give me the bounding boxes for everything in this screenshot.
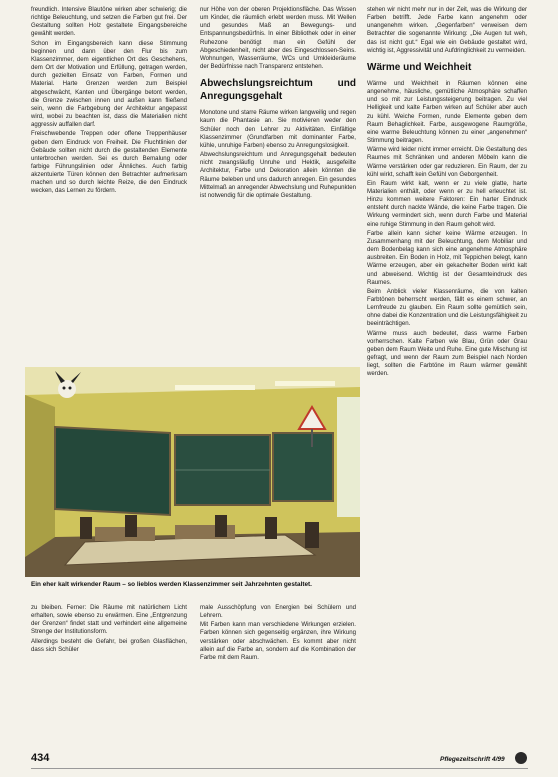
- paragraph: nur Höhe von der oberen Projektionsfläche. Das Wissen um Kinder, die räumlich erlebt werden muss. Mit Wellen und gesundes Maß an Bewegungs- und Entspannungsbedürfnis. In einer Bibliothek oder in einer Ruhezone benötigt man ein Gefühl der Abgeschiedenheit, nicht aber des Eingeschlossen-Seins. Wohnungen, Wasserräume, WCs und Umkleideräume der Bedürfnisse nach Transparenz entstehen.: [200, 6, 356, 71]
- text-column-left: [31, 6, 187, 364]
- text-column-right: [367, 6, 527, 756]
- text-column-middle: [200, 6, 356, 364]
- page-number: 434: [31, 752, 50, 764]
- classroom-photo: [25, 367, 360, 577]
- paragraph: stehen wir nicht mehr nur in der Zeit, was die Wirkung der Farben betrifft. Jede Farbe kann angenehm oder unangenehm wirken. „Gegenfarben“ verweisen dem Betrachter die sogenannte Wirkung: „Die Augen tut weh, das ist nicht gut.“ Egal wie ein Gebäude gestaltet wird, wichtig ist, Aggressivität und Aufdringlichkeit zu vermeiden.: [367, 6, 527, 54]
- paragraph: Freischwebende Treppen oder offene Treppenhäuser geben dem Eindruck von Freiheit. Die Fluchtlinien der Gebäude sollten nicht durch die gestaltenden Elemente unterbrochen werden. Sei es durch Bemalung oder farbige Führungslinien oder Ähnliches. Auch farbig akzentuierte Türen können den Betrachter aufmerksam machen und so durch leichte Reize, die den Eindruck wecken, das Lernen zu fördern.: [31, 130, 187, 195]
- text-column-middle-lower: [200, 604, 356, 754]
- footer-rule: [31, 768, 528, 769]
- paragraph: male Ausschöpfung von Energien bei Schülern und Lehrern.: [200, 604, 356, 620]
- paragraph: Allerdings besteht die Gefahr, bei großen Glasflächen, dass sich Schüler: [31, 637, 187, 653]
- text-column-left-lower: [31, 604, 187, 754]
- paragraph: Wärme wird leider nicht immer erreicht. Die Gestaltung des Raumes mit Schränken und anderen Möbeln kann die Wärme verstärken oder gar reduzieren. Ein Raum, der zu kühl wirkt, schafft kein Gefühl von Geborgenheit.: [367, 146, 527, 178]
- paragraph: Monotone und starre Räume wirken langweilig und regen kaum die Phantasie an. Sie motivieren weder den Schüler noch den Lehrer zu Aktivitäten. Einfältige Klassenzimmer (Grundfarben mit dominanter Farbe, kühle, unruhige Farben) ebenso zu Anregungslosigkeit.: [200, 109, 356, 149]
- paragraph: Wärme muss auch bedeutet, dass warme Farben vorherrschen. Kalte Farben wie Blau, Grün oder Grau geben dem Raum Weite und Ruhe. Eine gute Mischung ist gefragt, und wenn der Raum zum Beispiel nach Norden liegt, sollten die Farbtöne im Raum wärmer gewählt werden.: [367, 329, 527, 378]
- section-heading: Wärme und Weichheit: [367, 61, 472, 73]
- paragraph: Schon im Eingangsbereich kann diese Stimmung beginnen und dann über den Flur bis zum Klassenzimmer, dem eigentlichen Ort des Geschehens, dem Ort der Motivation und Erfüllung, getragen werden, durch gezielten Einsatz von Farben, Formen und Material. Harte Grenzen werden zum Beispiel abgeschwächt, Kanten und Übergänge betont werden, die Grenze zwischen innen und außen kann fließend sein, wenn die Farbgebung der Architektur angepasst wird, wobei zu beachten ist, dass die Materialien nicht aggressiv auffallen darf.: [31, 39, 187, 129]
- paragraph: Beim Anblick vieler Klassenräume, die von kalten Farbtönen beherrscht werden, fällt es einem schwer, an Lernfreude zu glauben. Ein Raum sollte gemütlich sein, ohne dabei die Konzentration und die Leistungsfähigkeit zu beeinträchtigen.: [367, 287, 527, 328]
- paragraph: Mit Farben kann man verschiedene Wirkungen erzielen. Farben können sich gegenseitig ergänzen, ihre Wirkung verstärken oder abschwächen. Es kommt aber nicht allein auf die Farbe an, sondern auf die Kombination der Farbe mit dem Raum.: [200, 621, 356, 661]
- magazine-name: Pflegezeitschrift 4/99: [440, 756, 505, 763]
- paragraph: zu bleiben. Ferner: Die Räume mit natürlichem Licht erhalten, sowie ebenso zu erwärmen. Eine „Entgrenzung der Grenzen“ findet statt und verhindert eine allgemeine Strenge der Institutionsform.: [31, 604, 187, 636]
- paragraph: Abwechslungsreichtum und Anregungsgehalt bedeuten nicht zwangsläufig Unruhe und Hektik, ausgefeilte Architektur, Farbe und Dekoration allein könnten die Räume beleben und uns dadurch anregen. Ein gesundes Mittelmaß an anregender Abwechslung und Ruhepunkten ist notwendig für die optimale Gestaltung.: [200, 151, 356, 199]
- photo-caption: Ein eher kalt wirkender Raum – so lieblos werden Klassenzimmer seit Jahrzehnten gestaltet.: [31, 581, 312, 588]
- paragraph: freundlich. Intensive Blautöne wirken aber schwierig; die richtige Beleuchtung, und setzen die Farben gut frei. Der Gestaltung sollten Holz gestaltete Eingangsbereiche gewählt werden.: [31, 6, 187, 38]
- magazine-logo-icon: [515, 752, 527, 764]
- section-heading: Abwechslungsreichtum und Anregungsgehalt: [200, 78, 356, 103]
- paragraph: Farbe allein kann sicher keine Wärme erzeugen. In Zusammenhang mit der Beleuchtung, dem Mobiliar und dem Bodenbelag kann sich eine angenehme Atmosphäre ausbreiten. Ein Boden in Holz, mit Teppichen belegt, kann Wärme erzeugen, aber ein gekachelter Boden wirkt kalt und abweisend. Wichtig ist der Gesamteindruck des Raumes.: [367, 229, 527, 286]
- paragraph: Ein Raum wirkt kalt, wenn er zu viele glatte, harte Materialien enthält, oder wenn er zu hell erleuchtet ist. Hinzu kommen weitere Faktoren: Ein harter Eindruck entsteht durch nackte Wände, die keine Farbe tragen. Die Wirkung vermindert sich, wenn durch Farbe und Material eine ruhige Stimmung in den Raum geholt wird.: [367, 179, 527, 228]
- paragraph: Wärme und Weichheit in Räumen können eine angenehme, häusliche, gemütliche Atmosphäre schaffen und so mit zur Leistungssteigerung beitragen. Zu viel Helligkeit und kalte Farben wirken auf Schüler aber auch zu kühl. Weiche Formen, runde Elemente geben dem Raum Behaglichkeit. Farbe, ausgewogene Raumgröße, eine warme Beleuchtung können zu einer „angenehmen“ Stimmung beitragen.: [367, 79, 527, 145]
